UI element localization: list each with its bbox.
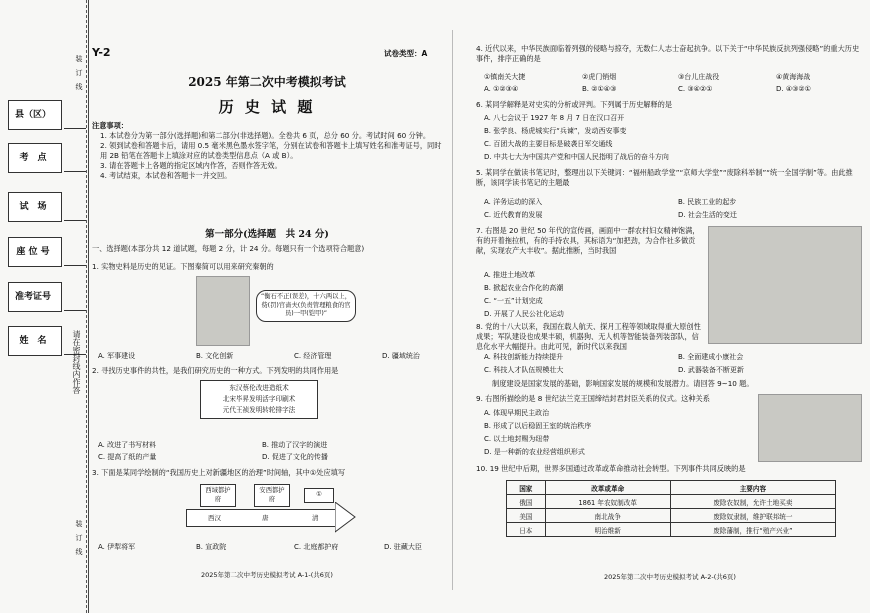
field-exam-site-label: 考 点: [19, 153, 47, 163]
q4-option-d: D. ④③②①: [776, 85, 811, 93]
table-cell: 明治维新: [545, 523, 670, 537]
q2-option-a: A. 改进了书写材料: [98, 441, 157, 449]
field-name-label: 姓 名: [19, 336, 47, 346]
table-cell: 俄国: [507, 495, 546, 509]
q4-item-4: ④黄海海战: [776, 73, 811, 81]
q8-option-a: A. 科技创新能力持续提升: [484, 353, 564, 361]
q2-item: 北宋毕昇发明活字印刷术: [222, 395, 296, 403]
q4-item-2: ②虎门销烟: [582, 73, 617, 81]
q5-option-d: D. 社会生活的变迁: [678, 211, 737, 219]
instruction-2: 2. 领到试卷和答题卡后，请用 0.5 毫米黑色墨水签字笔，分别在试卷和答题卡上填写姓名和准考证号，同时用 2B 铅笔在答题卡上填涂对应的试卷类型信息点（A 或 B）。: [100, 141, 442, 160]
blank-line: [64, 265, 86, 266]
q2-item: 东汉蔡伦改进造纸术: [229, 384, 289, 392]
q5-option-b: B. 民族工业的起步: [678, 198, 737, 206]
instruction-4: 4. 考试结束，本试卷和答题卡一并交回。: [100, 171, 232, 180]
q10-stem: 10. 19 世纪中后期，世界多国通过改革或革命推动社会转型。下列事件共同反映的是: [476, 464, 746, 473]
q9-option-a: A. 体现早期民主政治: [484, 409, 550, 417]
q1-option-c: C. 经济管理: [294, 352, 332, 360]
field-room: [8, 192, 62, 222]
q4-item-1: ①镇南关大捷: [484, 73, 526, 81]
blank-line: [64, 310, 86, 311]
q1-callout: “衡石不正(误差)，十六两以上，赀(罚)官啬夫(负责管理粮食的官员)一甲(铠甲)”: [256, 290, 356, 322]
q2-inventions-box: [200, 380, 318, 419]
q3-box-blank: ①: [304, 488, 334, 503]
q1-option-d: D. 疆域统治: [382, 352, 420, 360]
instruction-3: 3. 请在答题卡上各题的指定区域内作答，否则作答无效。: [100, 161, 282, 170]
q9-option-b: B. 形成了以后稳固王室的统治秩序: [484, 422, 592, 430]
q3-box-western-regions: 西域都护府: [200, 484, 236, 507]
q4-option-b: B. ②①④③: [582, 85, 617, 93]
frankish-ceremony-image: [758, 394, 862, 462]
q8-option-d: D. 武器装备不断更新: [678, 366, 744, 374]
field-ticket-label: 准考证号: [14, 292, 51, 302]
q4-option-c: C. ③④②①: [678, 85, 713, 93]
table-header-row: [507, 481, 836, 495]
table-row: [507, 495, 836, 509]
paper-code: Y-2: [92, 46, 111, 59]
q2-option-c: C. 提高了纸的产量: [98, 453, 157, 461]
q7-option-d: D. 开展了人民公社化运动: [484, 310, 564, 318]
blank-line: [64, 171, 86, 172]
q5-option-a: A. 洋务运动的深入: [484, 198, 543, 206]
q9-stem: 9. 右图所描绘的是 8 世纪法兰克王国缔结封君封臣关系的仪式。这种关系: [476, 394, 710, 403]
field-exam-site: [8, 143, 62, 173]
q3-option-b: B. 宣政院: [196, 543, 227, 551]
q3-box-anxi: 安西都护府: [254, 484, 290, 507]
field-seat-label: 座 位 号: [16, 247, 50, 257]
qin-bamboo-slips-image: [196, 276, 250, 346]
q7-option-c: C. “一五”计划完成: [484, 297, 543, 305]
q1-option-b: B. 文化创新: [196, 352, 234, 360]
q3-era-qing: 清: [312, 514, 319, 522]
table-cell: 1861 年农奴制改革: [545, 495, 670, 509]
table-header: 主要内容: [670, 481, 835, 495]
field-name: [8, 326, 62, 356]
table-cell: 南北战争: [545, 509, 670, 523]
timeline-arrowhead-icon: [335, 502, 357, 533]
subject-title: 历 史 试 题: [218, 98, 316, 116]
column-divider: [452, 30, 453, 590]
table-cell: 废除藩制，推行“殖产兴业”: [670, 523, 835, 537]
table-row: [507, 523, 836, 537]
field-ticket: [8, 282, 62, 312]
field-county-label: 县（区）: [14, 110, 51, 120]
field-county: [8, 100, 62, 130]
q2-option-d: D. 促进了文化的传播: [262, 453, 328, 461]
field-seat: [8, 237, 62, 267]
q1-stem: 1. 实物史料是历史的见证。下图秦简可以用来研究秦朝的: [92, 262, 274, 271]
q6-option-c: C. 百团大战的主要目标是破袭日军交通线: [484, 140, 613, 148]
q6-option-d: D. 中共七大为中国共产党和中国人民指明了战后的奋斗方向: [484, 153, 669, 161]
q5-option-c: C. 近代教育的发展: [484, 211, 543, 219]
q3-option-d: D. 驻藏大臣: [384, 543, 422, 551]
q3-stem: 3. 下面是某同学绘制的“我国历史上对新疆地区的治理”时间轴，其中①处应填写: [92, 468, 346, 477]
instruction-1: 1. 本试卷分为第一部分(选择题)和第二部分(非选择题)。全卷共 6 页，总分 60 分。考试时间 60 分钟。: [100, 131, 431, 140]
q9-option-d: D. 是一种新的农业经营组织形式: [484, 448, 585, 456]
q9-10-lead: 制度建设是国家发展的基础，影响国家发展的规模和发展潜力。请回答 9~10 题。: [492, 379, 754, 388]
instructions: [92, 121, 442, 181]
table-cell: 废除农奴制，允许土地买卖: [670, 495, 835, 509]
q7-option-b: B. 掀起农业合作化的高潮: [484, 284, 564, 292]
q10-table: [506, 480, 836, 537]
table-cell: 废除奴隶制，维护联邦统一: [670, 509, 835, 523]
q2-stem: 2. 寻找历史事件的共性，是我们研究历史的一种方式。下列发明的共同作用是: [92, 366, 339, 375]
q6-option-b: B. 张学良、杨虎城实行“兵谏”，发动西安事变: [484, 127, 627, 135]
q4-stem: 4. 近代以来，中华民族面临着列强的侵略与掠夺，无数仁人志士奋起抗争。以下关于“中华民族反抗列强侵略”的重大历史事件，排序正确的是: [476, 44, 860, 63]
q3-era-tang: 唐: [262, 514, 269, 522]
table-cell: 日本: [507, 523, 546, 537]
blank-line: [64, 128, 86, 129]
q8-stem: 8. 党的十八大以来，我国在载人航天、探月工程等领域取得重大原创性成果；军队建设也成果丰硕，机器狗、无人机等智能装备列装部队，信息化水平大幅提升。由此可见，新时代以来我国: [476, 322, 701, 351]
cut-line-text-bottom: 装 订 线: [75, 520, 83, 555]
q8-option-b: B. 全面建成小康社会: [678, 353, 744, 361]
q3-option-c: C. 北庭都护府: [294, 543, 339, 551]
q3-option-a: A. 伊犁将军: [98, 543, 136, 551]
q6-option-a: A. 八七会议于 1927 年 8 月 7 日在汉口召开: [484, 114, 625, 122]
cut-line-text-top: 装 订 线: [75, 55, 83, 90]
q5-stem: 5. 某同学在做读书笔记时，整理出以下关键词：“福州船政学堂”“京师大学堂”“废除科举制”“统一全国学制”等。由此推断，该同学读书笔记的主题最: [476, 168, 853, 187]
table-row: [507, 509, 836, 523]
binding-dashed-line: [86, 0, 87, 613]
propaganda-poster-image: [708, 226, 862, 344]
table-cell: 美国: [507, 509, 546, 523]
exam-title: 2025 年第二次中考模拟考试: [188, 75, 346, 89]
q8-option-c: C. 科技人才队伍规模壮大: [484, 366, 564, 374]
q7-stem: 7. 右图是 20 世纪 50 年代的宣传画，画面中一群农村妇女精神饱满，有的开着拖拉机，有的手持农具，其标语为“加把劲，为合作社多做贡献，实现农产大丰收”。据此推断，当时我国: [476, 226, 700, 255]
q6-stem: 6. 某同学解释是对史实的分析或评判。下列属于历史解释的是: [476, 100, 673, 109]
q1-option-a: A. 军事建设: [98, 352, 136, 360]
q3-era-han: 西汉: [208, 514, 221, 522]
q9-option-c: C. 以土地封赐为纽带: [484, 435, 550, 443]
paper-type: 试卷类型：A: [384, 49, 428, 58]
part-one-intro: 一、选择题(本部分共 12 道试题，每题 2 分，计 24 分。每题只有一个选项符合题意): [92, 244, 365, 253]
table-header: 改革或革命: [545, 481, 670, 495]
seal-instruction: 请在密封线内作答: [72, 330, 81, 394]
q4-item-3: ③台儿庄战役: [678, 73, 720, 81]
part-one-title: 第一部分(选择题 共 24 分): [205, 229, 329, 240]
instructions-heading: 注意事项：: [92, 121, 128, 130]
field-room-label: 试 场: [19, 202, 47, 212]
footer-page-1: 2025年第二次中考历史模拟考试 A-1-(共6页): [201, 571, 333, 579]
footer-page-2: 2025年第二次中考历史模拟考试 A-2-(共6页): [604, 573, 736, 581]
table-header: 国家: [507, 481, 546, 495]
blank-line: [64, 220, 86, 221]
q2-option-b: B. 推动了汉字的演进: [262, 441, 328, 449]
q4-option-a: A. ①②③④: [484, 85, 519, 93]
q7-option-a: A. 推进土地改革: [484, 271, 536, 279]
q2-item: 元代王祯发明转轮排字法: [222, 406, 296, 414]
